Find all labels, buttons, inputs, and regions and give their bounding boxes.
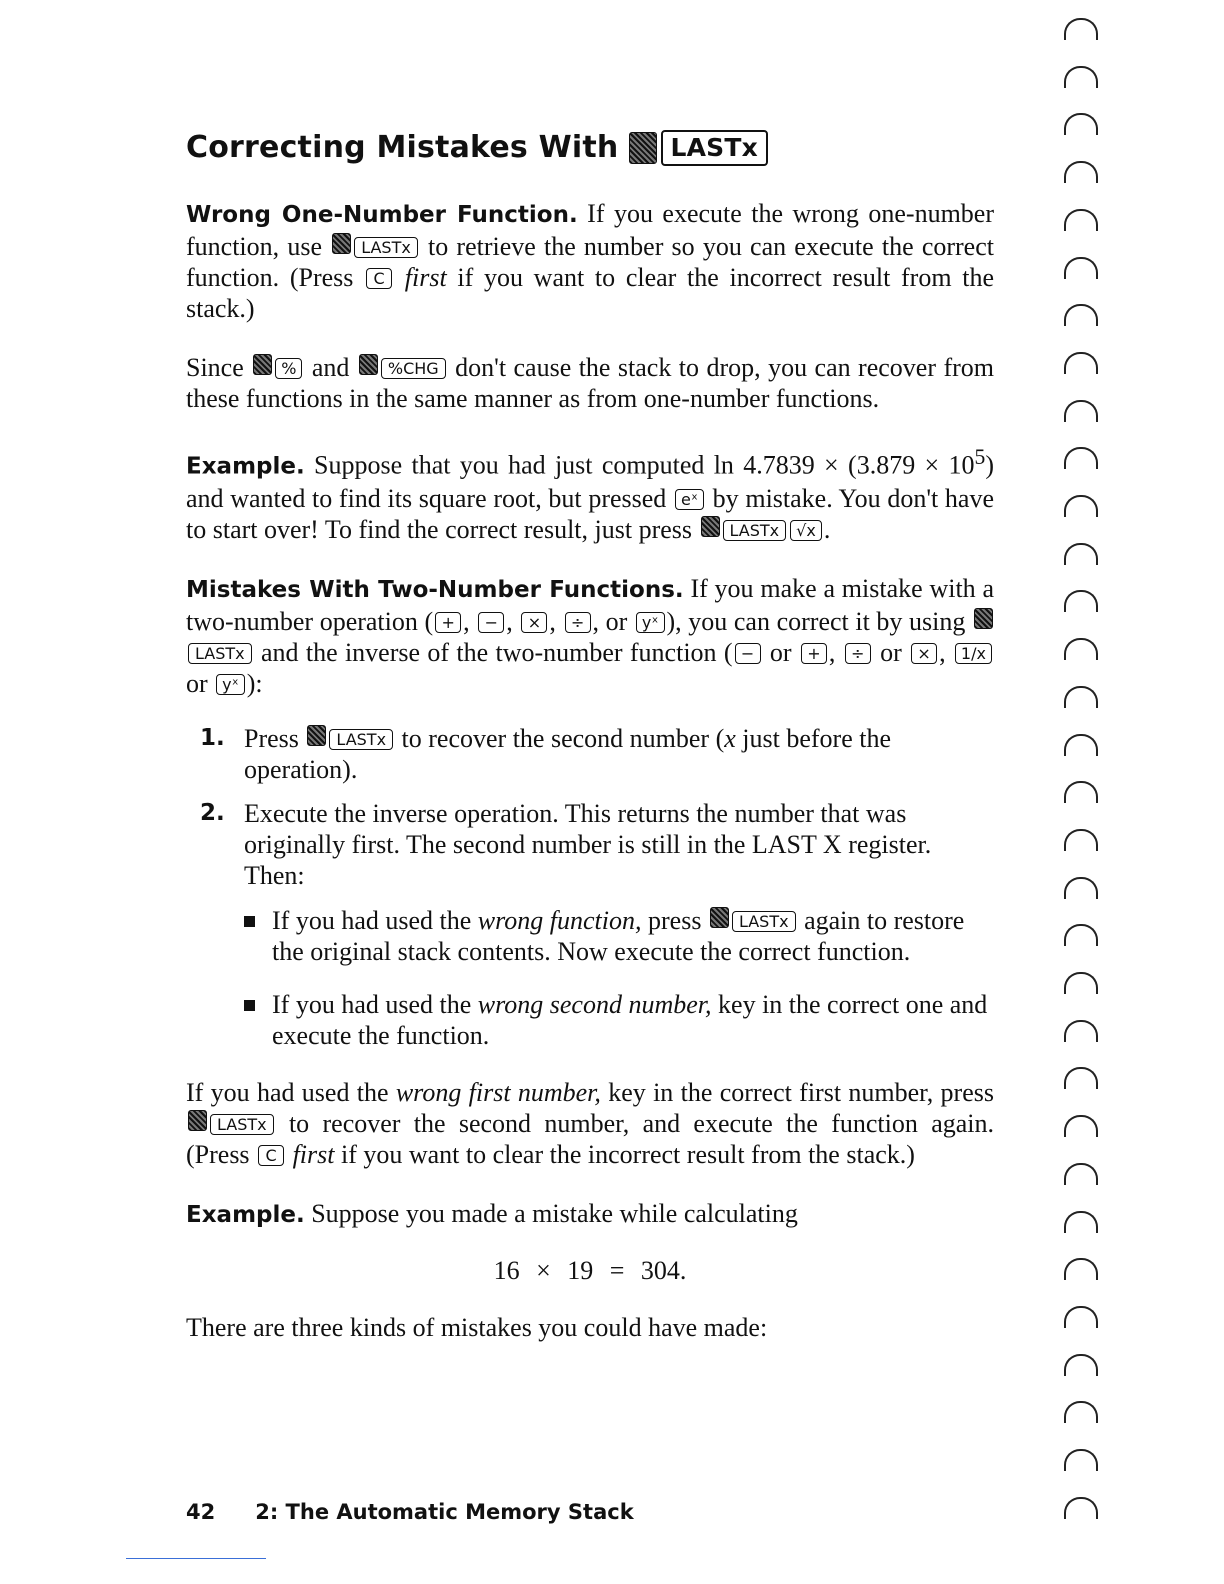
text: ,: [463, 606, 477, 636]
text: and: [304, 353, 357, 382]
text: ,: [828, 637, 843, 667]
text: just before the operation).: [244, 723, 892, 784]
shift-key-icon: [307, 725, 326, 746]
minus-key: −: [478, 612, 504, 633]
bullet-square-icon: [244, 1000, 255, 1011]
binding-hole-icon: [1064, 447, 1098, 469]
text: Suppose you made a mistake while calculating: [304, 1198, 798, 1228]
shift-key-icon: [710, 907, 729, 928]
binding-hole-icon: [1064, 113, 1098, 135]
percent-key: %: [275, 358, 302, 379]
binding-hole-icon: [1064, 1354, 1098, 1376]
binding-hole-icon: [1064, 1258, 1098, 1280]
paragraph-percent: [186, 352, 994, 414]
page-footer: [186, 1500, 634, 1524]
text: or: [872, 637, 910, 667]
paragraph-example-2: [186, 1198, 994, 1231]
power-key: yˣ: [216, 674, 245, 695]
text: or: [186, 668, 215, 698]
binding-hole-icon: [1064, 257, 1098, 279]
text: to recover the second number (: [395, 723, 725, 753]
paragraph-three-kinds: There are three kinds of mistakes you could have made:: [186, 1312, 768, 1342]
binding-hole-icon: [1064, 304, 1098, 326]
text: ,: [549, 606, 563, 636]
plus-key: +: [435, 612, 461, 633]
binding-hole-icon: [1064, 686, 1098, 708]
lastx-key: LASTx: [210, 1114, 274, 1135]
lastx-key: LASTx: [732, 911, 796, 932]
power-key: yˣ: [636, 612, 665, 633]
lastx-key: LASTx: [188, 643, 252, 664]
text: , or: [592, 606, 634, 636]
shift-key-icon: [359, 354, 378, 375]
runin-heading: Example.: [186, 1201, 305, 1228]
text: If you had used the: [272, 989, 478, 1019]
reciprocal-key: 1/x: [955, 643, 992, 664]
runin-heading: Wrong One-Number Function.: [186, 202, 578, 228]
clear-key: C: [366, 268, 392, 289]
binding-hole-icon: [1064, 18, 1098, 40]
binding-hole-icon: [1064, 829, 1098, 851]
plus-key: +: [801, 643, 827, 664]
chapter-title: 2: The Automatic Memory Stack: [255, 1500, 634, 1524]
text: don't cause the stack to drop, you can recover from these functions in the same manner as from one-number functions.: [186, 353, 994, 413]
text: again to restore the original stack contents. Now execute the correct function.: [272, 905, 965, 966]
emphasis: first: [292, 1139, 335, 1169]
lastx-key: LASTx: [723, 520, 787, 541]
text: ), you can correct it by using: [666, 606, 973, 636]
divide-key: ÷: [845, 643, 871, 664]
emphasis: wrong second number,: [477, 989, 712, 1019]
text: key in the correct first number, press: [600, 1077, 994, 1107]
binding-holes: [1058, 18, 1108, 1578]
binding-hole-icon: [1064, 924, 1098, 946]
binding-hole-icon: [1064, 972, 1098, 994]
paragraph-wrong-first-number: [186, 1077, 994, 1170]
multiply-key: ×: [911, 643, 937, 664]
binding-hole-icon: [1064, 1115, 1098, 1137]
step-number: 1.: [200, 724, 225, 751]
section-title-text: Correcting Mistakes With: [186, 130, 619, 165]
binding-hole-icon: [1064, 781, 1098, 803]
clear-key: C: [258, 1145, 284, 1166]
binding-hole-icon: [1064, 352, 1098, 374]
binding-hole-icon: [1064, 734, 1098, 756]
emphasis: wrong function,: [477, 905, 642, 935]
bullet-square-icon: [244, 916, 255, 927]
shift-key-icon: [629, 132, 657, 164]
binding-hole-icon: [1064, 1067, 1098, 1089]
text: If you had used the: [186, 1077, 396, 1107]
text: Press: [244, 723, 306, 753]
bullet-item: [244, 905, 994, 967]
paragraph-two-number: [186, 573, 994, 699]
text: ,: [506, 606, 520, 636]
binding-hole-icon: [1064, 590, 1098, 612]
text: If you make a mistake with a two-number operation (: [186, 573, 994, 636]
binding-hole-icon: [1064, 1449, 1098, 1471]
text: ) and wanted to find its square root, but pressed: [186, 450, 994, 513]
text: and the inverse of the two-number function (: [253, 637, 733, 667]
text: ,: [939, 637, 953, 667]
binding-hole-icon: [1064, 400, 1098, 422]
runin-heading: Mistakes With Two-Number Functions.: [186, 576, 684, 603]
equation: 16 × 19 = 304.: [493, 1255, 687, 1285]
exp-key: eˣ: [675, 489, 704, 510]
shift-key-icon: [701, 516, 720, 537]
binding-hole-icon: [1064, 1211, 1098, 1233]
binding-hole-icon: [1064, 209, 1098, 231]
binding-hole-icon: [1064, 877, 1098, 899]
runin-heading: Example.: [186, 453, 305, 480]
exponent: 5: [974, 445, 986, 469]
section-title: [186, 126, 994, 170]
binding-hole-icon: [1064, 1401, 1098, 1423]
multiply-key: ×: [521, 612, 547, 633]
text: to retrieve the number so you can execute the correct function. (Press: [186, 232, 994, 292]
shift-key-icon: [332, 233, 351, 254]
shift-key-icon: [188, 1110, 207, 1131]
text: Since: [186, 353, 252, 382]
sqrt-key: √x: [790, 520, 822, 541]
binding-hole-icon: [1064, 1306, 1098, 1328]
bullet-list: [244, 905, 994, 1051]
emphasis: wrong first number,: [395, 1077, 601, 1107]
binding-hole-icon: [1064, 1020, 1098, 1042]
paragraph-example-1: [186, 442, 994, 545]
lastx-key: LASTx: [661, 130, 768, 166]
text: If you execute the wrong one-number function, use: [186, 199, 994, 261]
text: press: [641, 905, 708, 935]
step-item: [186, 798, 994, 1051]
text: to recover the second number, and execute the function again. (Press: [186, 1108, 994, 1169]
binding-hole-icon: [1064, 1497, 1098, 1519]
binding-hole-icon: [1064, 495, 1098, 517]
lastx-key: LASTx: [329, 729, 393, 750]
binding-hole-icon: [1064, 161, 1098, 183]
text: by mistake. You don't have to start over! To find the correct result, just press: [186, 483, 994, 544]
shift-key-icon: [974, 608, 993, 629]
text: key in the correct one and execute the function.: [272, 989, 988, 1050]
lastx-key: LASTx: [354, 237, 418, 258]
shift-key-icon: [253, 354, 272, 375]
steps-list: [186, 723, 994, 1051]
step-item: [186, 723, 994, 785]
text: .: [823, 514, 831, 544]
text: if you want to clear the incorrect result from the stack.): [186, 263, 995, 323]
paragraph-wrong-one-number: [186, 198, 994, 324]
divide-key: ÷: [565, 612, 591, 633]
text: Execute the inverse operation. This returns the number that was originally first. The second number is still in the LAST X register. Then:: [244, 798, 932, 890]
minus-key: −: [735, 643, 761, 664]
page-content: [186, 126, 994, 1371]
text: Suppose that you had just computed ln 4.7839 × (3.879 × 10: [304, 450, 975, 480]
percent-change-key: %CHG: [381, 358, 446, 379]
step-number: 2.: [200, 799, 225, 826]
text: ):: [246, 668, 263, 698]
text: If you had used the: [272, 905, 478, 935]
text: or: [762, 637, 799, 667]
binding-hole-icon: [1064, 66, 1098, 88]
bullet-item: [244, 989, 994, 1051]
binding-hole-icon: [1064, 543, 1098, 565]
text: if you want to clear the incorrect result from the stack.): [334, 1139, 915, 1169]
page-number: 42: [186, 1500, 216, 1524]
binding-hole-icon: [1064, 638, 1098, 660]
emphasis: x: [724, 723, 736, 753]
blue-underline-rule: [126, 1558, 266, 1559]
binding-hole-icon: [1064, 1163, 1098, 1185]
emphasis: first: [404, 263, 447, 292]
